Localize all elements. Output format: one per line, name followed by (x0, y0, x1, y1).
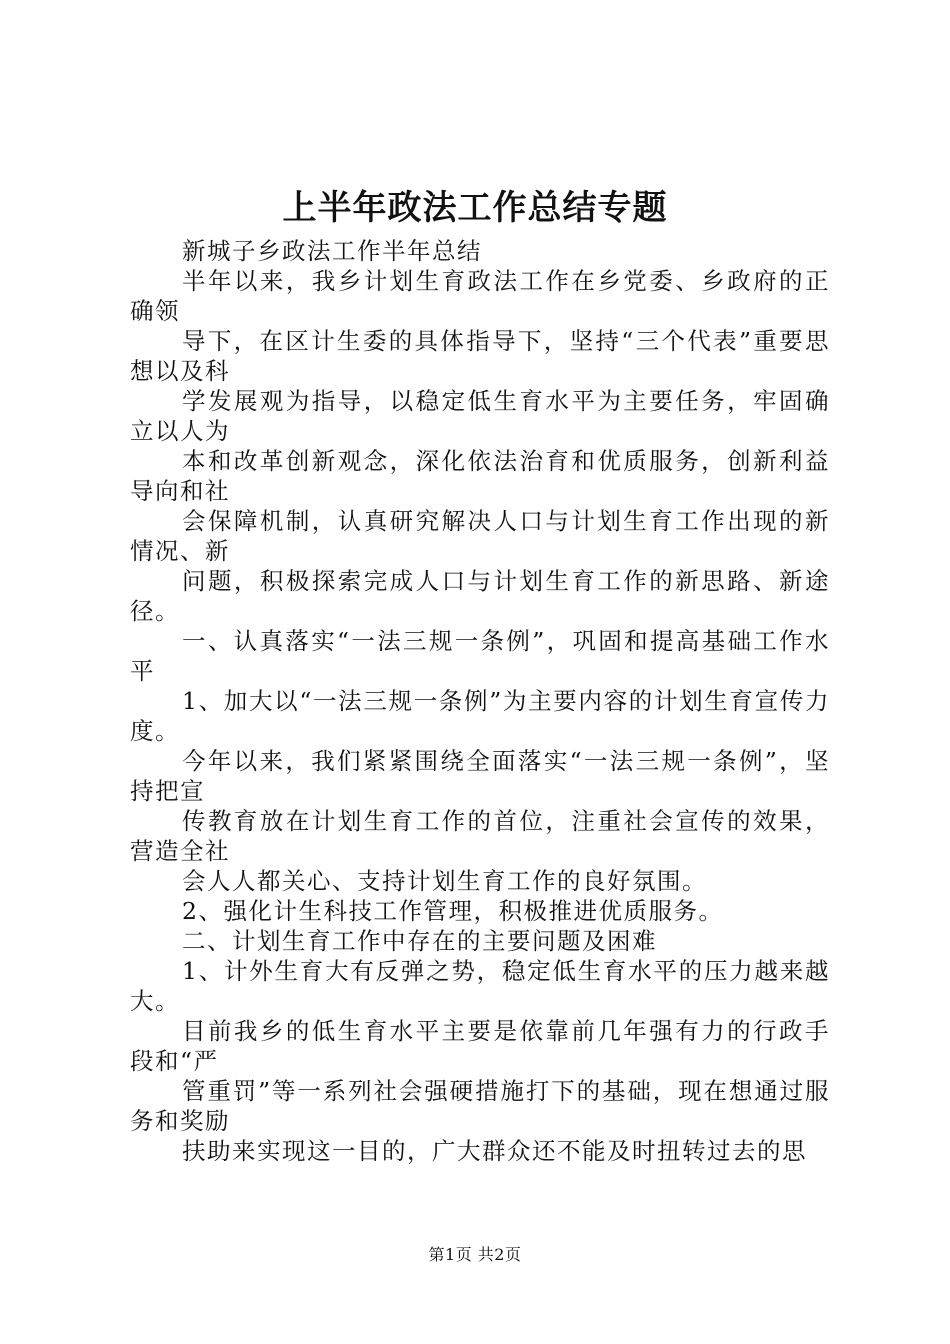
document-title: 上半年政法工作总结专题 (282, 188, 668, 228)
paragraph: 导下，在区计生委的具体指导下，坚持“三个代表”重要思想以及科 (130, 327, 830, 385)
paragraph: 半年以来，我乡计划生育政法工作在乡党委、乡政府的正确领 (130, 267, 830, 325)
paragraph: 问题，积极探索完成人口与计划生育工作的新思路、新途径。 (130, 567, 830, 625)
subsection-heading: 1、加大以“一法三规一条例”为主要内容的计划生育宣传力度。 (130, 687, 830, 745)
page-number: 第1页 共2页 (428, 1245, 522, 1264)
section-heading: 二、计划生育工作中存在的主要问题及困难 (182, 927, 657, 955)
paragraph: 今年以来，我们紧紧围绕全面落实“一法三规一条例”，坚持把宣 (130, 747, 830, 805)
subsection-heading: 1、计外生育大有反弹之势，稳定低生育水平的压力越来越大。 (130, 957, 830, 1015)
document-body (130, 236, 830, 1166)
paragraph-subtitle: 新城子乡政法工作半年总结 (182, 237, 482, 265)
paragraph: 学发展观为指导，以稳定低生育水平为主要任务，牢固确立以人为 (130, 387, 830, 445)
paragraph: 会人人都关心、支持计划生育工作的良好氛围。 (182, 867, 707, 895)
paragraph: 目前我乡的低生育水平主要是依靠前几年强有力的行政手段和“严 (130, 1017, 830, 1075)
paragraph: 会保障机制，认真研究解决人口与计划生育工作出现的新情况、新 (130, 507, 830, 565)
paragraph: 本和改革创新观念，深化依法治育和优质服务，创新利益导向和社 (130, 447, 830, 505)
subsection-heading: 2、强化计生科技工作管理，积极推进优质服务。 (182, 897, 724, 925)
section-heading: 一、认真落实“一法三规一条例”，巩固和提高基础工作水平 (130, 627, 830, 685)
paragraph: 传教育放在计划生育工作的首位，注重社会宣传的效果，营造全社 (130, 807, 830, 865)
paragraph: 扶助来实现这一目的，广大群众还不能及时扭转过去的思 (182, 1137, 807, 1165)
paragraph: 管重罚”等一系列社会强硬措施打下的基础，现在想通过服务和奖励 (130, 1077, 830, 1135)
